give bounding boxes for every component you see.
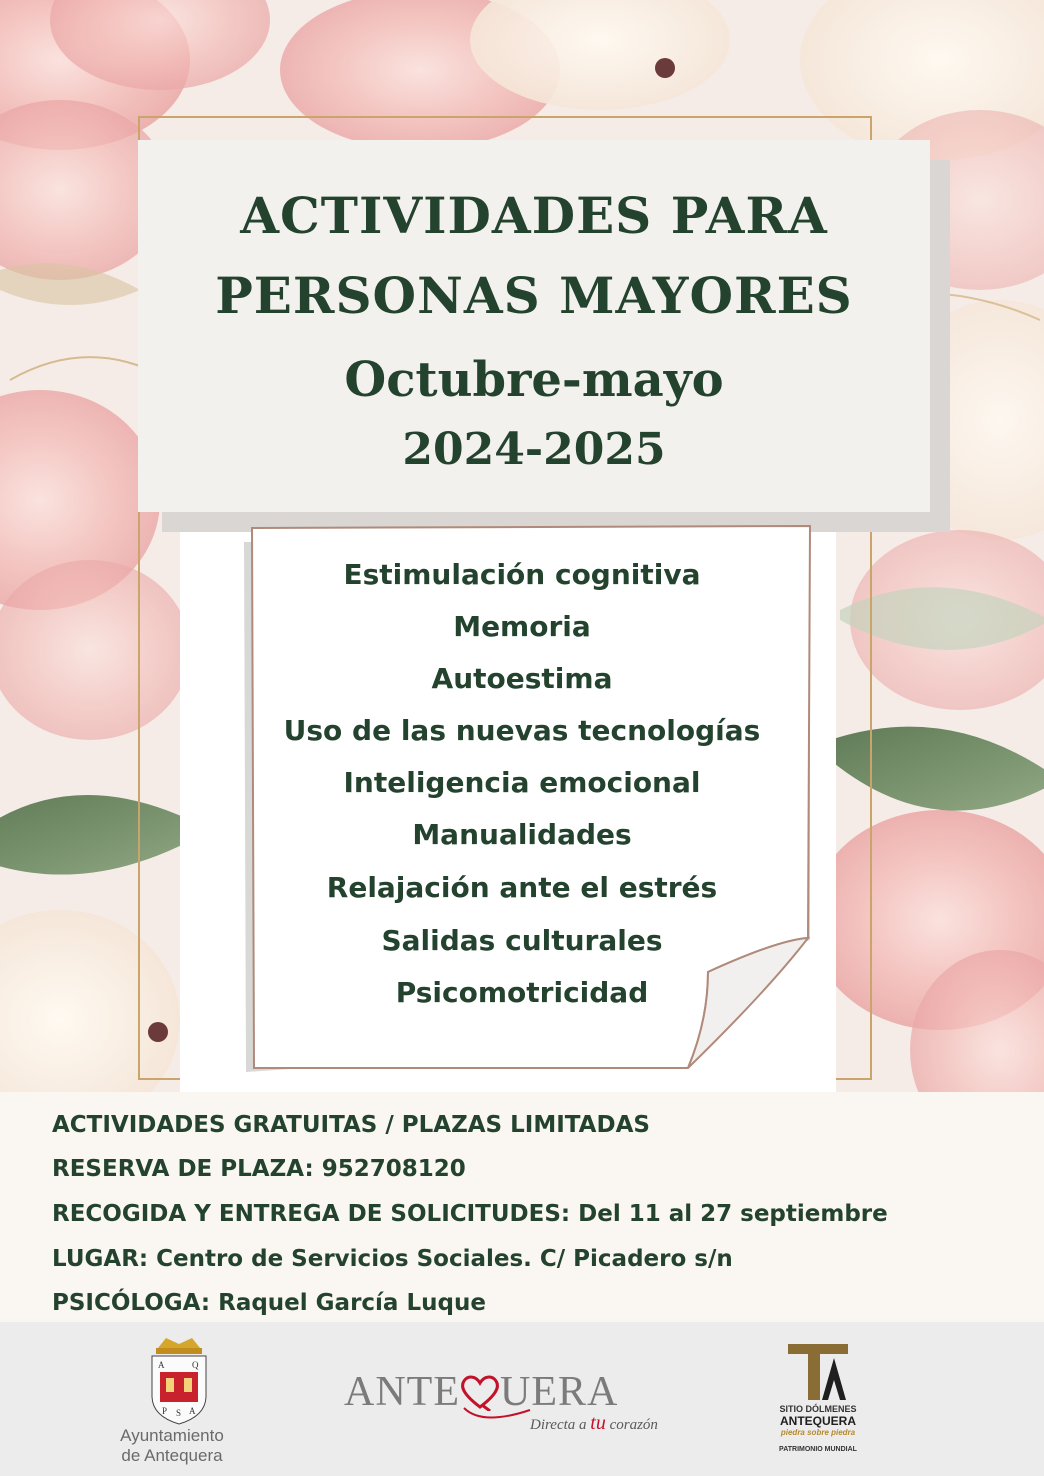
activity-item: Inteligencia emocional [343,766,701,799]
info-reservation-phone: RESERVA DE PLAZA: 952708120 [52,1156,466,1182]
title-subtitle: Octubre-mayo [344,352,724,408]
coat-letter: A [189,1406,196,1416]
tagline-suffix: corazón [605,1417,658,1433]
coat-letter: Q [192,1360,199,1370]
dolmenes-label: SITIO DÓLMENES [779,1404,857,1414]
activity-item: Uso de las nuevas tecnologías [283,714,761,747]
brand-swoosh [462,1402,532,1426]
dolmenes-label: ANTEQUERA [779,1414,856,1428]
brand-prefix: ANTE [344,1369,460,1415]
coat-letter: P [162,1406,168,1416]
coat-letter: S [176,1408,182,1418]
title-line-1: ACTIVIDADES PARA [240,186,828,245]
info-location: LUGAR: Centro de Servicios Sociales. C/ Picadero s/n [52,1246,733,1272]
coat-of-arms-icon [146,1336,212,1426]
info-free-limited: ACTIVIDADES GRATUITAS / PLAZAS LIMITADAS [52,1112,650,1138]
brand-tagline [530,1412,658,1435]
activity-item: Memoria [453,610,591,643]
activity-item: Relajación ante el estrés [326,871,718,904]
info-application-dates: RECOGIDA Y ENTREGA DE SOLICITUDES: Del 11 al 27 septiembre [52,1201,888,1227]
coat-letter: A [158,1360,165,1370]
activity-item: Manualidades [412,818,632,851]
activity-item: Estimulación cognitiva [343,558,701,591]
tagline-tu: tu [590,1412,606,1434]
brand-suffix: UERA [499,1369,619,1415]
ayuntamiento-label: de Antequera [121,1446,223,1465]
info-psychologist: PSICÓLOGA: Raquel García Luque [52,1290,486,1316]
title-years: 2024-2025 [402,424,666,475]
tagline-prefix: Directa a [530,1417,591,1433]
activity-item: Psicomotricidad [395,976,649,1009]
dolmenes-label: PATRIMONIO MUNDIAL [779,1446,857,1453]
title-line-2: PERSONAS MAYORES [215,266,853,325]
activity-item: Salidas culturales [381,924,663,957]
ayuntamiento-label: Ayuntamiento [120,1426,224,1445]
activity-item: Autoestima [431,662,613,695]
dolmenes-label: piedra sobre piedra [780,1428,856,1437]
dolmen-ta-icon [786,1340,850,1404]
